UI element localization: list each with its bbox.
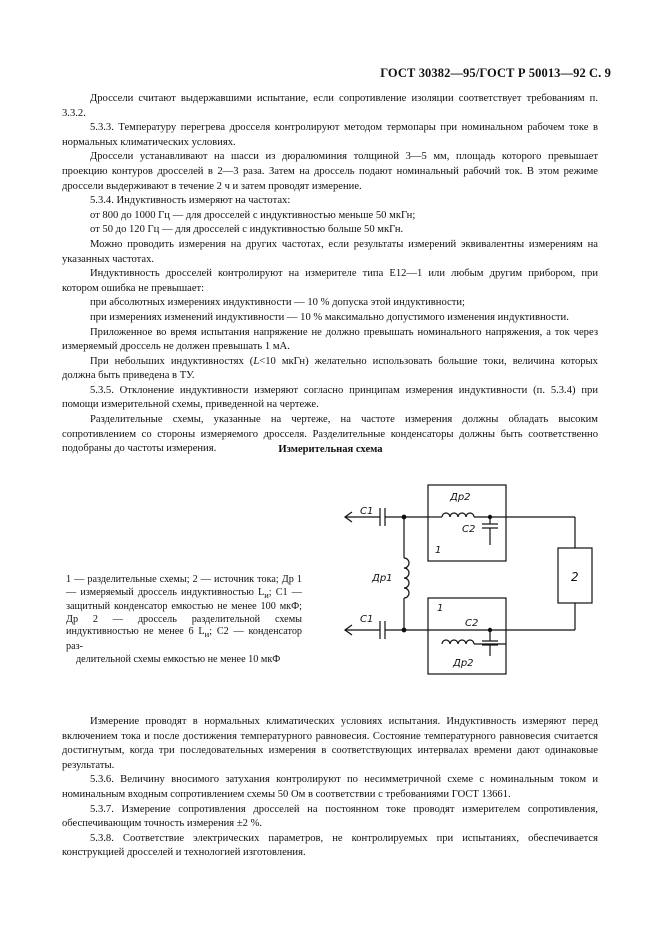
paragraph-part: При небольших индуктивностях ( <box>90 355 254 367</box>
legend-part: ; C2 — конденсатор раз- <box>66 626 303 653</box>
section-text-upper <box>62 92 598 457</box>
current-source-label: 2 <box>571 570 579 584</box>
section-text-lower <box>62 715 598 861</box>
arrow-left-icon <box>345 512 352 522</box>
legend-text <box>66 574 302 654</box>
paragraph: 5.3.5. Отклонение индуктивности измеряют согласно принципам измерения индуктивности (п. 5.3.4) при помощи измерительной схемы, приведенной на чертеже. <box>62 384 598 411</box>
paragraph: Разделительные схемы, указанные на чертеже, на частоте измерения должны обладать высоким сопротивлением со стороны измеряемого дросселя. Разделительные конденсаторы должны быть соответственно подобраны до частоты измерения. <box>62 414 598 455</box>
dr2-top-label: Др2 <box>450 492 471 503</box>
legend-text: делительной схемы емкостью не менее 10 мкФ <box>76 653 281 665</box>
current-source-box <box>558 548 592 603</box>
junction-dot <box>402 515 406 519</box>
paragraph: 5.3.8. Соответствие электрических параметров, не контролируемых при испытаниях, обеспечивается конструкцией дросселей и технологией изготовления. <box>62 832 598 859</box>
c2-top-label: C2 <box>462 524 476 535</box>
paragraph: 5.3.7. Измерение сопротивления дросселей на постоянном токе проводят измерителем сопротивления, обеспечивающим точность измерения ±2 %. <box>62 803 598 830</box>
paragraph: 5.3.4. Индуктивность измеряют на частотах: <box>90 195 291 207</box>
dr1-label: Др1 <box>372 573 393 584</box>
legend-part: 1 — разделительные схемы; 2 — источник тока; Др 1 — измеряемый дроссель индуктивностью L <box>66 574 302 598</box>
figure-title: Измерительная схема <box>278 444 383 455</box>
dr2-bottom-label: Др2 <box>453 658 474 669</box>
paragraph: Измерение проводят в нормальных климатических условиях испытания. Индуктивность измеряют перед включением тока и после достижения температурного равновесия. Состояние температурного равновесия считается достигнутым, когда три последовательных измерения в соответствующих интервалах времени дают одинаковые результаты. <box>62 716 598 771</box>
junction-dot <box>488 515 491 518</box>
paragraph: Можно проводить измерения на других частотах, если результаты измерений эквивалентны измерениям на указанных частотах. <box>62 238 598 265</box>
junction-dot <box>488 628 491 631</box>
paragraph: от 800 до 1000 Гц — для дросселей с индуктивностью меньше 50 мкГн; <box>90 209 416 221</box>
figure-legend <box>66 574 302 666</box>
inductor-dr2 <box>442 513 474 517</box>
arrow-left-icon <box>345 625 352 635</box>
paragraph: при абсолютных измерениях индуктивности — 10 % допуска этой индуктивности; <box>90 297 465 309</box>
paragraph: Индуктивность дросселей контролируют на измерителе типа Е12—1 или любым другим прибором, при котором ошибка не превышает: <box>62 268 598 294</box>
paragraph <box>62 355 598 384</box>
one-top-label: 1 <box>435 545 442 556</box>
legend-subscript: и <box>204 629 210 640</box>
c1-bottom-label: C1 <box>360 614 374 625</box>
junction-dot <box>402 628 406 632</box>
paragraph: Дроссели устанавливают на шасси из дюралюминия толщиной 3—5 мм, площадь которого превышает проекцию контуров дросселей в 2—3 раза. Затем на дроссель подают номинальный рабочий ток. В этом режиме дроссели выдерживают в течение 2 ч и затем проводят измерение. <box>62 151 598 192</box>
one-bottom-label: 1 <box>437 603 444 614</box>
paragraph: 5.3.3. Температуру перегрева дросселя контролируют методом термопары при номинальном рабочем токе в нормальных климатических условиях. <box>62 122 598 148</box>
page-header: ГОСТ 30382—95/ГОСТ Р 50013—92 С. 9 <box>380 66 611 80</box>
paragraph: Дроссели считают выдержавшими испытание, если сопротивление изоляции соответствует требованиям п. 3.3.2. <box>62 93 598 119</box>
inductor-dr2 <box>442 640 474 644</box>
paragraph: 5.3.6. Величину вносимого затухания контролируют по несимметричной схеме с номинальным током и номинальным входным сопротивлением схемы 50 Ом в соответствии с требованиями ГОСТ 13661. <box>62 774 598 800</box>
separation-circuit-box <box>428 598 506 674</box>
c2-bottom-label: C2 <box>465 618 479 629</box>
legend-subscript: и <box>264 589 269 600</box>
inductance-symbol: L <box>253 355 260 367</box>
paragraph-part: <10 мкГн) желательно использовать большие токи, величина которых должна быть приведена в ТУ. <box>62 355 598 382</box>
paragraph: Приложенное во время испытания напряжение не должно превышать номинального напряжения, а ток через измеряемый дроссель не должен превышать 1 мА. <box>62 326 598 353</box>
paragraph: при измерениях изменений индуктивности — 10 % максимально допустимого изменения индуктивности. <box>90 311 569 323</box>
separation-circuit-box <box>428 485 506 561</box>
legend-part: ; C1 — защитный конденсатор емкостью не менее 100 мкФ; Др 2 — дроссель разделительной схемы индуктивностью не менее 6 L <box>66 586 302 638</box>
paragraph: от 50 до 120 Гц — для дросселей с индуктивностью больше 50 мкГн. <box>90 224 404 236</box>
inductor-dr1 <box>404 558 409 598</box>
c1-top-label: C1 <box>360 506 374 517</box>
